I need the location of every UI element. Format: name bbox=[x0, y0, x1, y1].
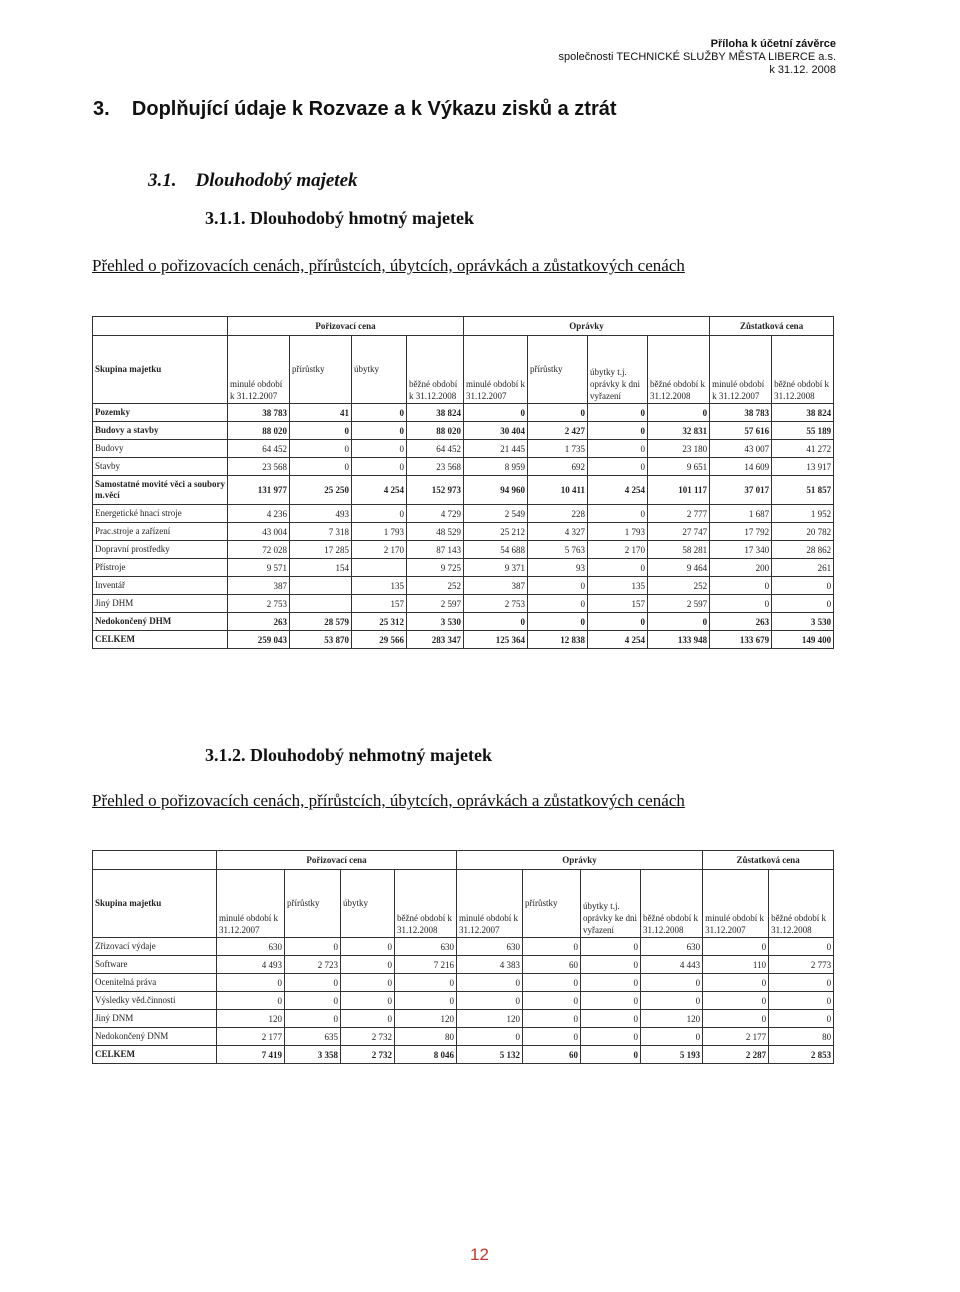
table-cell: 0 bbox=[581, 974, 641, 992]
table-cell: 20 782 bbox=[772, 523, 834, 541]
table-cell: 53 870 bbox=[290, 631, 352, 649]
table-cell: 2 549 bbox=[464, 505, 528, 523]
table-cell: 0 bbox=[641, 974, 703, 992]
table-cell: 88 020 bbox=[228, 422, 290, 440]
table-row bbox=[93, 422, 834, 440]
row-label: Výsledky věd.činnosti bbox=[93, 992, 217, 1010]
table-cell: 60 bbox=[523, 956, 581, 974]
table-cell: 2 732 bbox=[341, 1046, 395, 1064]
column-header: úbytky bbox=[341, 870, 395, 938]
nehmotny-subtitle: Přehled o pořizovacích cenách, přírůstcích, úbytcích, oprávkách a zůstatkových cenách bbox=[92, 791, 685, 810]
header-line-2: společnosti TECHNICKÉ SLUŽBY MĚSTA LIBERCE a.s. bbox=[558, 51, 836, 63]
table-cell: 54 688 bbox=[464, 541, 528, 559]
table-cell: 133 679 bbox=[710, 631, 772, 649]
column-header: úbytky t.j. oprávky k dni vyřazení bbox=[588, 336, 648, 404]
column-header: běžné období k 31.12.2008 bbox=[407, 336, 464, 404]
table-cell: 0 bbox=[290, 422, 352, 440]
table-cell: 88 020 bbox=[407, 422, 464, 440]
table-cell: 0 bbox=[341, 956, 395, 974]
table-cell: 1 687 bbox=[710, 505, 772, 523]
table-cell: 0 bbox=[528, 404, 588, 422]
table-cell: 4 327 bbox=[528, 523, 588, 541]
table-cell: 9 571 bbox=[228, 559, 290, 577]
table-cell: 37 017 bbox=[710, 476, 772, 505]
group-porizovaci-cena: Pořizovací cena bbox=[228, 317, 464, 336]
table-cell: 0 bbox=[772, 577, 834, 595]
table-cell bbox=[290, 577, 352, 595]
table-cell: 2 170 bbox=[588, 541, 648, 559]
table-cell: 261 bbox=[772, 559, 834, 577]
table-cell: 30 404 bbox=[464, 422, 528, 440]
table-cell: 252 bbox=[648, 577, 710, 595]
table-cell: 0 bbox=[395, 974, 457, 992]
row-label: Přístroje bbox=[93, 559, 228, 577]
table-cell: 51 857 bbox=[772, 476, 834, 505]
table-cell: 0 bbox=[464, 404, 528, 422]
column-header: přírůstky bbox=[523, 870, 581, 938]
table-cell: 0 bbox=[588, 613, 648, 631]
table-cell: 2 177 bbox=[703, 1028, 769, 1046]
table-cell: 0 bbox=[710, 577, 772, 595]
table-cell: 2 597 bbox=[407, 595, 464, 613]
table-cell: 4 493 bbox=[217, 956, 285, 974]
hmotny-title: 3.1.1. Dlouhodobý hmotný majetek bbox=[205, 208, 475, 228]
table-cell: 0 bbox=[285, 974, 341, 992]
table-cell: 10 411 bbox=[528, 476, 588, 505]
table-cell: 1 735 bbox=[528, 440, 588, 458]
table-cell: 43 004 bbox=[228, 523, 290, 541]
table-cell: 0 bbox=[285, 938, 341, 956]
table-cell: 630 bbox=[641, 938, 703, 956]
table-cell: 0 bbox=[285, 1010, 341, 1028]
table-cell: 0 bbox=[464, 613, 528, 631]
table-cell: 0 bbox=[290, 440, 352, 458]
table-cell: 60 bbox=[523, 1046, 581, 1064]
column-header: běžné období k 31.12.2008 bbox=[641, 870, 703, 938]
column-header: běžné období k 31.12.2008 bbox=[648, 336, 710, 404]
nehmotny-table bbox=[92, 850, 834, 1064]
table-cell: 17 340 bbox=[710, 541, 772, 559]
row-label: Pozemky bbox=[93, 404, 228, 422]
table-row bbox=[93, 577, 834, 595]
column-header: minulé období k 31.12.2007 bbox=[457, 870, 523, 938]
table-cell: 0 bbox=[528, 613, 588, 631]
table-cell: 23 568 bbox=[228, 458, 290, 476]
table-cell: 133 948 bbox=[648, 631, 710, 649]
table-cell: 0 bbox=[341, 992, 395, 1010]
table-cell: 17 285 bbox=[290, 541, 352, 559]
row-label: Nedokončený DNM bbox=[93, 1028, 217, 1046]
table-cell: 0 bbox=[703, 938, 769, 956]
table-cell: 0 bbox=[581, 992, 641, 1010]
table-cell: 3 530 bbox=[772, 613, 834, 631]
table-cell: 28 579 bbox=[290, 613, 352, 631]
table-cell: 32 831 bbox=[648, 422, 710, 440]
table-cell: 2 723 bbox=[285, 956, 341, 974]
table-cell: 28 862 bbox=[772, 541, 834, 559]
table-cell: 135 bbox=[352, 577, 407, 595]
table-cell: 200 bbox=[710, 559, 772, 577]
table-cell: 0 bbox=[341, 938, 395, 956]
table-cell: 13 917 bbox=[772, 458, 834, 476]
table-cell: 14 609 bbox=[710, 458, 772, 476]
table-row bbox=[93, 440, 834, 458]
table-cell: 80 bbox=[395, 1028, 457, 1046]
table-cell: 0 bbox=[523, 938, 581, 956]
table-cell: 0 bbox=[217, 974, 285, 992]
table-cell: 0 bbox=[581, 1028, 641, 1046]
table-cell: 0 bbox=[352, 404, 407, 422]
table-cell: 0 bbox=[352, 440, 407, 458]
table-cell: 135 bbox=[588, 577, 648, 595]
table-cell: 27 747 bbox=[648, 523, 710, 541]
table-cell: 149 400 bbox=[772, 631, 834, 649]
table-cell: 64 452 bbox=[407, 440, 464, 458]
group-zustatkova-cena: Zůstatková cena bbox=[703, 851, 834, 870]
row-label: Nedokončený DHM bbox=[93, 613, 228, 631]
table-cell: 0 bbox=[769, 974, 834, 992]
table-cell: 228 bbox=[528, 505, 588, 523]
table-cell: 7 419 bbox=[217, 1046, 285, 1064]
table-cell: 2 853 bbox=[769, 1046, 834, 1064]
row-label: Dopravní prostředky bbox=[93, 541, 228, 559]
table-cell: 0 bbox=[523, 974, 581, 992]
table-cell: 4 254 bbox=[588, 631, 648, 649]
table-cell: 0 bbox=[352, 505, 407, 523]
column-header: úbytky bbox=[352, 336, 407, 404]
column-header: běžné období k 31.12.2008 bbox=[395, 870, 457, 938]
table-row bbox=[93, 559, 834, 577]
row-label: Stavby bbox=[93, 458, 228, 476]
table-cell: 252 bbox=[407, 577, 464, 595]
row-label: Software bbox=[93, 956, 217, 974]
table-cell: 635 bbox=[285, 1028, 341, 1046]
table-cell: 0 bbox=[528, 595, 588, 613]
table-cell: 64 452 bbox=[228, 440, 290, 458]
table-cell: 154 bbox=[290, 559, 352, 577]
group-zustatkova-cena: Zůstatková cena bbox=[710, 317, 834, 336]
table-cell bbox=[290, 595, 352, 613]
table-cell: 94 960 bbox=[464, 476, 528, 505]
table-cell: 93 bbox=[528, 559, 588, 577]
table-cell: 2 753 bbox=[464, 595, 528, 613]
table-cell: 157 bbox=[352, 595, 407, 613]
table-cell: 72 028 bbox=[228, 541, 290, 559]
table-cell: 17 792 bbox=[710, 523, 772, 541]
column-header: minulé období k 31.12.2007 bbox=[217, 870, 285, 938]
table-cell: 12 838 bbox=[528, 631, 588, 649]
row-label: Budovy a stavby bbox=[93, 422, 228, 440]
table-cell: 131 977 bbox=[228, 476, 290, 505]
table-cell: 21 445 bbox=[464, 440, 528, 458]
table-cell: 5 193 bbox=[641, 1046, 703, 1064]
table-cell: 2 777 bbox=[648, 505, 710, 523]
table-cell: 0 bbox=[290, 458, 352, 476]
table-cell: 1 793 bbox=[352, 523, 407, 541]
table-cell: 43 007 bbox=[710, 440, 772, 458]
table-cell: 8 959 bbox=[464, 458, 528, 476]
column-header-skupina: Skupina majetku bbox=[93, 870, 217, 938]
table-cell: 157 bbox=[588, 595, 648, 613]
hmotny-table-body bbox=[93, 404, 834, 649]
table-cell: 630 bbox=[457, 938, 523, 956]
table-cell: 125 364 bbox=[464, 631, 528, 649]
table-cell: 387 bbox=[228, 577, 290, 595]
table-cell: 9 464 bbox=[648, 559, 710, 577]
table-cell: 2 177 bbox=[217, 1028, 285, 1046]
table-cell: 29 566 bbox=[352, 631, 407, 649]
column-header: minulé období k 31.12.2007 bbox=[228, 336, 290, 404]
table-cell: 0 bbox=[341, 974, 395, 992]
table-cell: 0 bbox=[523, 992, 581, 1010]
table-cell: 87 143 bbox=[407, 541, 464, 559]
table-cell: 9 651 bbox=[648, 458, 710, 476]
table-row bbox=[93, 992, 834, 1010]
table-cell: 0 bbox=[217, 992, 285, 1010]
table-cell: 120 bbox=[641, 1010, 703, 1028]
table-cell: 0 bbox=[710, 595, 772, 613]
row-label: Jiný DHM bbox=[93, 595, 228, 613]
table-cell: 1 793 bbox=[588, 523, 648, 541]
table-cell: 0 bbox=[581, 956, 641, 974]
table-cell bbox=[352, 559, 407, 577]
table-row bbox=[93, 956, 834, 974]
column-header: přírůstky bbox=[290, 336, 352, 404]
table-cell: 2 427 bbox=[528, 422, 588, 440]
table-cell: 0 bbox=[523, 1028, 581, 1046]
table-cell: 38 824 bbox=[772, 404, 834, 422]
table-row bbox=[93, 404, 834, 422]
column-header: přírůstky bbox=[528, 336, 588, 404]
row-label: Zřizovací výdaje bbox=[93, 938, 217, 956]
table-cell: 0 bbox=[588, 559, 648, 577]
table-cell: 0 bbox=[769, 1010, 834, 1028]
row-label: CELKEM bbox=[93, 631, 228, 649]
table-cell: 25 312 bbox=[352, 613, 407, 631]
table-cell: 0 bbox=[703, 992, 769, 1010]
table-cell: 0 bbox=[395, 992, 457, 1010]
hmotny-table bbox=[92, 316, 834, 649]
table-cell: 1 952 bbox=[772, 505, 834, 523]
row-label: Prac.stroje a zařízení bbox=[93, 523, 228, 541]
table-row bbox=[93, 613, 834, 631]
subsection-title: 3.1. Dlouhodobý majetek bbox=[148, 170, 358, 191]
row-label: Samostatné movité věci a soubory m.věcí bbox=[93, 476, 228, 505]
table-cell: 2 597 bbox=[648, 595, 710, 613]
row-label: Energetické hnací stroje bbox=[93, 505, 228, 523]
table-cell: 8 046 bbox=[395, 1046, 457, 1064]
table-cell: 0 bbox=[588, 422, 648, 440]
table-cell: 38 783 bbox=[228, 404, 290, 422]
table-cell: 0 bbox=[588, 440, 648, 458]
table-cell: 7 318 bbox=[290, 523, 352, 541]
table-cell: 23 568 bbox=[407, 458, 464, 476]
column-header: úbytky t.j. oprávky ke dni vyřazení bbox=[581, 870, 641, 938]
nehmotny-table-body bbox=[93, 938, 834, 1064]
table-cell: 152 973 bbox=[407, 476, 464, 505]
section-title: 3. Doplňující údaje k Rozvaze a k Výkazu zisků a ztrát bbox=[93, 98, 617, 120]
table-cell: 58 281 bbox=[648, 541, 710, 559]
document-header bbox=[558, 38, 836, 77]
table-cell: 4 254 bbox=[588, 476, 648, 505]
table-cell: 0 bbox=[769, 992, 834, 1010]
table-cell: 41 bbox=[290, 404, 352, 422]
table-cell: 0 bbox=[457, 974, 523, 992]
table-cell: 630 bbox=[217, 938, 285, 956]
table-cell: 263 bbox=[228, 613, 290, 631]
table-cell: 38 824 bbox=[407, 404, 464, 422]
table-cell: 692 bbox=[528, 458, 588, 476]
table-row bbox=[93, 631, 834, 649]
table-cell: 120 bbox=[457, 1010, 523, 1028]
table-cell: 2 753 bbox=[228, 595, 290, 613]
table-cell: 0 bbox=[703, 1010, 769, 1028]
table-cell: 0 bbox=[581, 1046, 641, 1064]
table-cell: 55 189 bbox=[772, 422, 834, 440]
table-cell: 0 bbox=[457, 1028, 523, 1046]
table-row bbox=[93, 1028, 834, 1046]
page-number: 12 bbox=[470, 1245, 489, 1264]
table-cell: 38 783 bbox=[710, 404, 772, 422]
table-row bbox=[93, 595, 834, 613]
table-cell: 4 236 bbox=[228, 505, 290, 523]
table-cell: 41 272 bbox=[772, 440, 834, 458]
table-cell: 80 bbox=[769, 1028, 834, 1046]
table-cell: 0 bbox=[769, 938, 834, 956]
table-cell: 48 529 bbox=[407, 523, 464, 541]
table-cell: 283 347 bbox=[407, 631, 464, 649]
table-row bbox=[93, 523, 834, 541]
group-blank bbox=[93, 851, 217, 870]
table-cell: 9 371 bbox=[464, 559, 528, 577]
table-cell: 5 763 bbox=[528, 541, 588, 559]
table-row bbox=[93, 505, 834, 523]
table-cell: 0 bbox=[648, 404, 710, 422]
table-cell: 0 bbox=[528, 577, 588, 595]
header-line-1: Příloha k účetní závěrce bbox=[710, 38, 836, 50]
table-cell: 0 bbox=[772, 595, 834, 613]
hmotny-subtitle: Přehled o pořizovacích cenách, přírůstcích, úbytcích, oprávkách a zůstatkových cenách bbox=[92, 256, 685, 275]
column-header: minulé období k 31.12.2007 bbox=[464, 336, 528, 404]
table-cell: 3 358 bbox=[285, 1046, 341, 1064]
table-row bbox=[93, 1010, 834, 1028]
row-label: Inventář bbox=[93, 577, 228, 595]
table-cell: 120 bbox=[395, 1010, 457, 1028]
table-cell: 0 bbox=[341, 1010, 395, 1028]
table-cell: 0 bbox=[588, 404, 648, 422]
table-row bbox=[93, 974, 834, 992]
column-header: běžné období k 31.12.2008 bbox=[772, 336, 834, 404]
group-porizovaci-cena: Pořizovací cena bbox=[217, 851, 457, 870]
table-cell: 0 bbox=[285, 992, 341, 1010]
row-label: Ocenitelná práva bbox=[93, 974, 217, 992]
table-cell: 0 bbox=[648, 613, 710, 631]
table-cell: 630 bbox=[395, 938, 457, 956]
table-cell: 25 212 bbox=[464, 523, 528, 541]
table-cell: 4 443 bbox=[641, 956, 703, 974]
table-row bbox=[93, 458, 834, 476]
group-opravky: Oprávky bbox=[464, 317, 710, 336]
table-cell: 0 bbox=[523, 1010, 581, 1028]
table-row bbox=[93, 938, 834, 956]
table-cell: 387 bbox=[464, 577, 528, 595]
column-header: minulé období k 31.12.2007 bbox=[710, 336, 772, 404]
table-row bbox=[93, 541, 834, 559]
group-blank bbox=[93, 317, 228, 336]
table-cell: 9 725 bbox=[407, 559, 464, 577]
table-cell: 2 170 bbox=[352, 541, 407, 559]
table-cell: 120 bbox=[217, 1010, 285, 1028]
column-header: přírůstky bbox=[285, 870, 341, 938]
row-label: CELKEM bbox=[93, 1046, 217, 1064]
table-row bbox=[93, 1046, 834, 1064]
column-header: minulé období k 31.12.2007 bbox=[703, 870, 769, 938]
nehmotny-title: 3.1.2. Dlouhodobý nehmotný majetek bbox=[205, 745, 493, 765]
table-cell: 259 043 bbox=[228, 631, 290, 649]
table-cell: 0 bbox=[352, 458, 407, 476]
table-cell: 110 bbox=[703, 956, 769, 974]
table-cell: 4 729 bbox=[407, 505, 464, 523]
table-cell: 0 bbox=[588, 505, 648, 523]
table-row bbox=[93, 476, 834, 505]
table-cell: 0 bbox=[581, 938, 641, 956]
table-cell: 0 bbox=[641, 1028, 703, 1046]
table-cell: 101 117 bbox=[648, 476, 710, 505]
table-cell: 3 530 bbox=[407, 613, 464, 631]
row-label: Budovy bbox=[93, 440, 228, 458]
table-cell: 4 254 bbox=[352, 476, 407, 505]
table-cell: 0 bbox=[581, 1010, 641, 1028]
table-cell: 57 616 bbox=[710, 422, 772, 440]
group-opravky: Oprávky bbox=[457, 851, 703, 870]
header-line-3: k 31.12. 2008 bbox=[769, 64, 836, 76]
table-cell: 7 216 bbox=[395, 956, 457, 974]
table-cell: 23 180 bbox=[648, 440, 710, 458]
table-cell: 4 383 bbox=[457, 956, 523, 974]
table-cell: 2 732 bbox=[341, 1028, 395, 1046]
column-header: běžné období k 31.12.2008 bbox=[769, 870, 834, 938]
table-cell: 0 bbox=[588, 458, 648, 476]
column-header-skupina: Skupina majetku bbox=[93, 336, 228, 404]
table-cell: 25 250 bbox=[290, 476, 352, 505]
table-cell: 0 bbox=[641, 992, 703, 1010]
table-cell: 263 bbox=[710, 613, 772, 631]
table-cell: 0 bbox=[457, 992, 523, 1010]
table-cell: 0 bbox=[703, 974, 769, 992]
table-cell: 493 bbox=[290, 505, 352, 523]
table-cell: 2 287 bbox=[703, 1046, 769, 1064]
row-label: Jiný DNM bbox=[93, 1010, 217, 1028]
table-cell: 5 132 bbox=[457, 1046, 523, 1064]
table-cell: 0 bbox=[352, 422, 407, 440]
table-cell: 2 773 bbox=[769, 956, 834, 974]
